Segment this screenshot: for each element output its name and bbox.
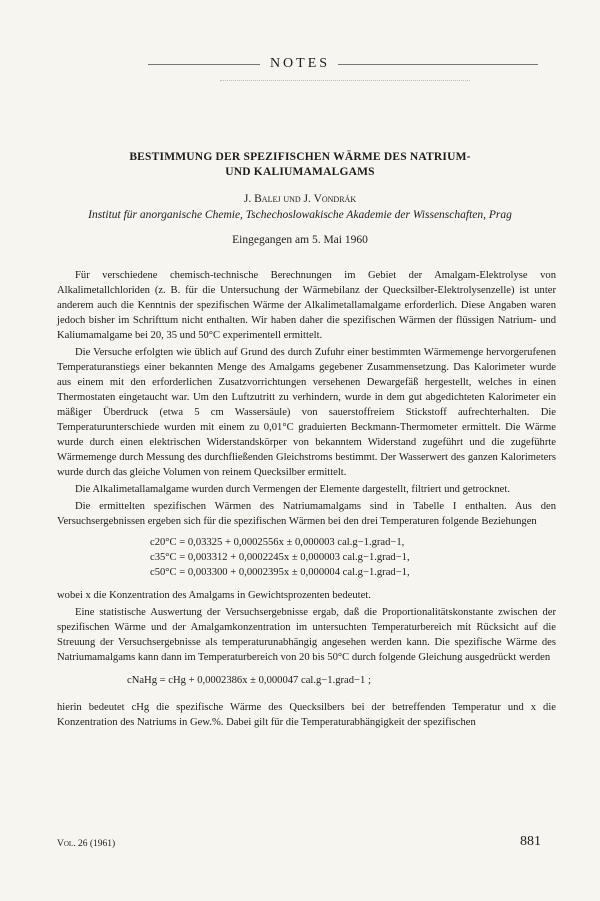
- equation-block: [150, 535, 556, 580]
- institute: Institut für anorganische Chemie, Tschechoslowakische Akademie der Wissenschaften, Prag: [88, 209, 512, 221]
- equation-20c: c20°C = 0,03325 + 0,0002556x ± 0,000003 cal.g−1.grad−1,: [150, 537, 405, 548]
- header-dotted-line: [220, 80, 470, 81]
- paragraph-1: Für verschiedene chemisch-technische Berechnungen im Gebiet der Amalgam-Elektrolyse von Alkalimetallchloriden (z. B. für die Untersuchung der Wärmebilanz der Quecksilber-Elektrolysenzelle) ist unter anderem auch die Kenntnis der spezifischen Wärme der Alkalimetallamalgame erforderlich. Diese Angaben waren jedoch bisher im Schrifttum nicht enthalten. Wir haben daher die spezifischen Wärmen der flüssigen Natrium- und Kaliumamalgame bei 20, 35 und 50°C experimentell ermittelt.: [57, 270, 556, 341]
- article-body: [57, 268, 556, 732]
- paragraph-7: hierin bedeutet cHg die spezifische Wärme des Quecksilbers bei der betreffenden Temperatur und x die Konzentration des Natriums in Gew.%. Dabei gilt für die Temperaturabhängigkeit der spezifischen: [57, 702, 556, 728]
- paragraph-2: Die Versuche erfolgten wie üblich auf Grund des durch Zufuhr einer bestimmten Wärmemenge hervorgerufenen Temperaturanstiegs einer bekannten Menge des Amalgams gegebener Zusammensetzung. Das Kalorimeter wurde aus einem mit den erforderlichen Zusatzvorrichtungen versehenen Dewargefäß hergestellt, welches in einen Thermostaten eingetaucht war. Um den Luftzutritt zu verhindern, wurde in dem gut abgedichteten Kalorimeter ein mäßiger Überdruck (etwa 5 cm Wassersäule) von sauerstoffreiem Stickstoff aufrechterhalten. Die Temperaturunterschiede wurden mit einem zu 0,01°C graduierten Beckmann-Thermometer ermittelt. Die Wärme wurde durch einen elektrischen Widerstandskörper von bekanntem Widerstand zugeführt und die zugeführte Wärmemenge durch Messung des durchfließenden Gleichstroms bestimmt. Der Wasserwert des ganzen Kalorimeters wurde durch das gleiche Volumen von reinem Quecksilber ermittelt.: [57, 347, 556, 478]
- paragraph-3: Die Alkalimetallamalgame wurden durch Vermengen der Elemente dargestellt, filtriert und getrocknet.: [75, 484, 510, 495]
- footer-page-number: 881: [520, 834, 541, 849]
- title-line-1: BESTIMMUNG DER SPEZIFISCHEN WÄRME DES NATRIUM-: [129, 151, 471, 163]
- equation-main: cNaHg = cHg + 0,0002386x ± 0,000047 cal.g−1.grad−1 ;: [127, 675, 371, 686]
- authors: J. Balej und J. Vondrák: [243, 193, 357, 205]
- paragraph-6: Eine statistische Auswertung der Versuchsergebnisse ergab, daß die Proportionalitätskonstante zwischen der spezifischen Wärme und der Amalgamkonzentration im untersuchten Temperaturbereich mit Rücksicht auf die Streuung der Versuchsergebnisse als temperaturunabhängig angesehen werden kann. Die spezifische Wärme des Natriumamalgams kann dann im Temperaturbereich von 20 bis 50°C durch folgende Gleichung ausgedrückt werden: [57, 607, 556, 663]
- equation-35c: c35°C = 0,003312 + 0,0002245x ± 0,000003 cal.g−1.grad−1,: [150, 552, 410, 563]
- section-header: [0, 56, 600, 72]
- footer-volume: Vol. 26 (1961): [57, 839, 116, 849]
- title-line-2: UND KALIUMAMALGAMS: [225, 166, 375, 178]
- paragraph-5: wobei x die Konzentration des Amalgams in Gewichtsprozenten bedeutet.: [57, 590, 371, 601]
- section-header-text: NOTES: [262, 56, 338, 71]
- received-date: Eingegangen am 5. Mai 1960: [232, 234, 368, 246]
- equation-50c: c50°C = 0,003300 + 0,0002395x ± 0,000004 cal.g−1.grad−1,: [150, 567, 410, 578]
- article-title: [80, 150, 520, 180]
- paragraph-4: Die ermittelten spezifischen Wärmen des Natriumamalgams sind in Tabelle I enthalten. Aus den Versuchsergebnissen ergeben sich für die spezifischen Wärmen bei den drei Temperaturen folgende Beziehungen: [57, 501, 556, 527]
